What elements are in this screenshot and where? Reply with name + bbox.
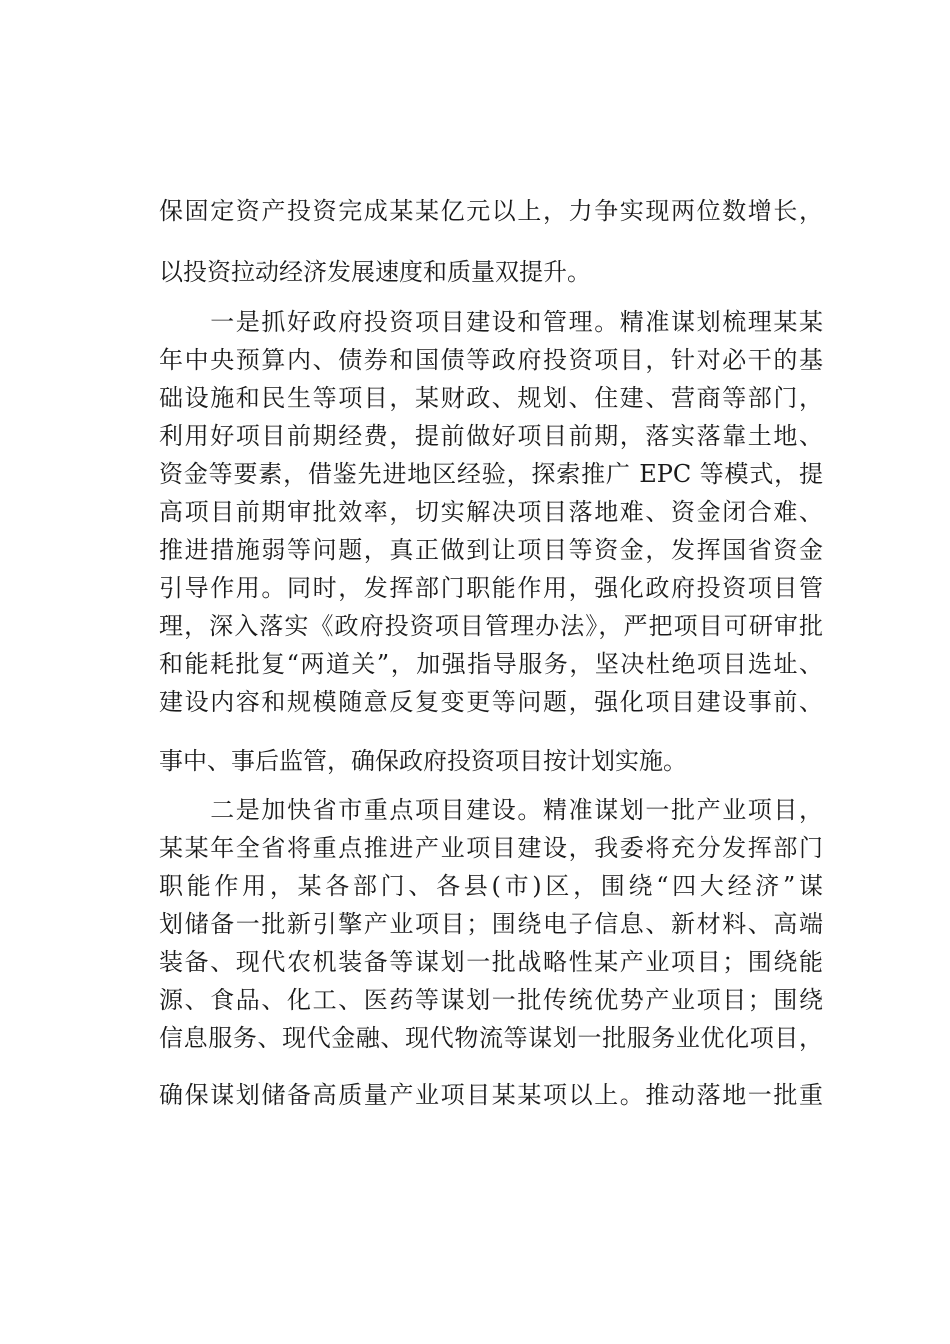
text-line-5: 础设施和民生等项目，某财政、规划、住建、营商等部门，: [159, 384, 823, 412]
text-line-19: 装备、现代农机装备等谋划一批战略性某产业项目；围绕能: [159, 948, 823, 976]
text-line-20: 源、食品、化工、医药等谋划一批传统优势产业项目；围绕: [159, 986, 823, 1014]
text-line-22: 确保谋划储备高质量产业项目某某项以上。推动落地一批重: [159, 1081, 823, 1109]
text-line-8: 高项目前期审批效率，切实解决项目落地难、资金闭合难、: [159, 498, 823, 526]
text-line-17: 职能作用，某各部门、各县(市)区，围绕“四大经济”谋: [159, 872, 823, 900]
text-line-9: 推进措施弱等问题，真正做到让项目等资金，发挥国省资金: [159, 536, 823, 564]
text-line-1: 保固定资产投资完成某某亿元以上，力争实现两位数增长，: [159, 197, 823, 225]
text-line-14: 事中、事后监管，确保政府投资项目按计划实施。: [159, 747, 687, 775]
text-line-2: 以投资拉动经济发展速度和质量双提升。: [159, 258, 591, 286]
text-line-12: 和能耗批复“两道关”，加强指导服务，坚决杜绝项目选址、: [159, 650, 823, 678]
text-line-18: 划储备一批新引擎产业项目；围绕电子信息、新材料、高端: [159, 910, 823, 938]
text-line-7: 资金等要素，借鉴先进地区经验，探索推广 EPC 等模式，提: [159, 460, 823, 488]
text-line-13: 建设内容和规模随意反复变更等问题，强化项目建设事前、: [159, 688, 823, 716]
text-line-21: 信息服务、现代金融、现代物流等谋划一批服务业优化项目，: [159, 1024, 823, 1052]
text-line-6: 利用好项目前期经费，提前做好项目前期，落实落靠土地、: [159, 422, 823, 450]
text-line-4: 年中央预算内、债券和国债等政府投资项目，针对必干的基: [159, 346, 823, 374]
text-line-3: 一是抓好政府投资项目建设和管理。精准谋划梳理某某: [159, 308, 823, 336]
text-line-11: 理，深入落实《政府投资项目管理办法》，严把项目可研审批: [159, 612, 823, 640]
text-line-10: 引导作用。同时，发挥部门职能作用，强化政府投资项目管: [159, 574, 823, 602]
text-line-16: 某某年全省将重点推进产业项目建设，我委将充分发挥部门: [159, 834, 823, 862]
text-line-15: 二是加快省市重点项目建设。精准谋划一批产业项目，: [159, 796, 823, 824]
